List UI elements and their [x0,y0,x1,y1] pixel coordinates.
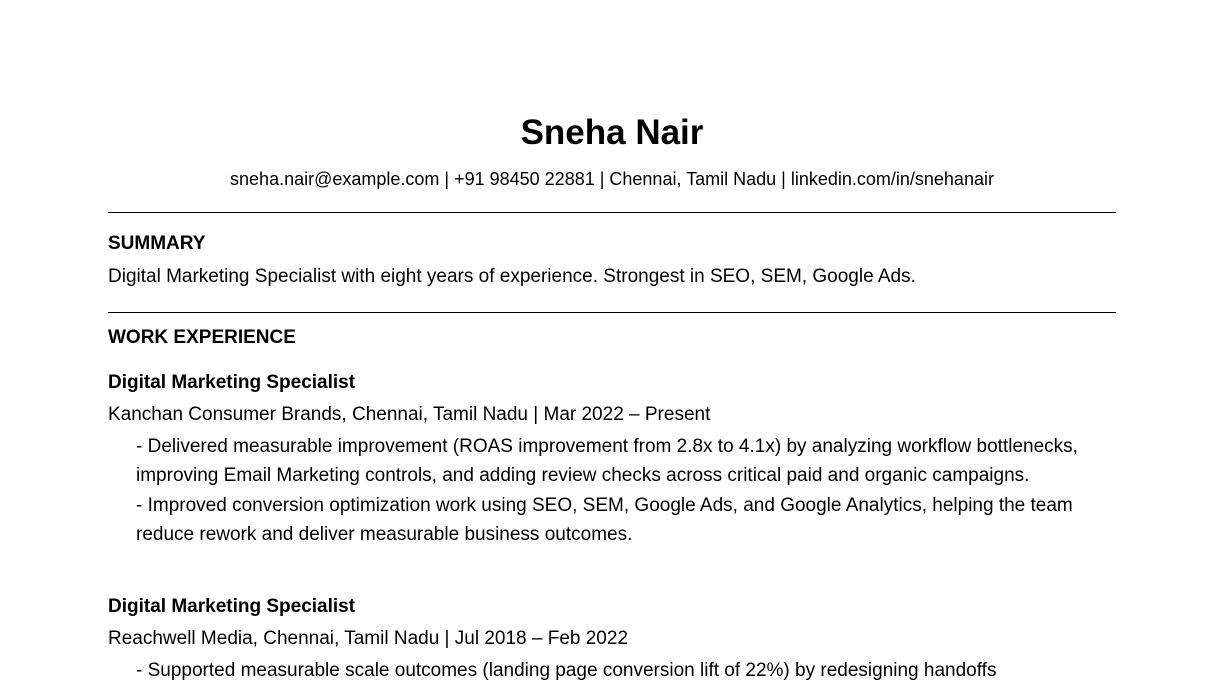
job-entry [108,596,1116,688]
summary-heading: SUMMARY [108,233,206,254]
job-meta: Reachwell Media, Chennai, Tamil Nadu | Jul 2018 – Feb 2022 [108,628,629,649]
divider [108,212,1116,213]
divider [108,312,1116,313]
resume-name: Sneha Nair [520,113,704,152]
job-title: Digital Marketing Specialist [108,372,356,393]
work-experience-heading: WORK EXPERIENCE [108,327,296,348]
summary-text: Digital Marketing Specialist with eight years of experience. Strongest in SEO, SEM, Google Ads. [108,266,916,287]
job-bullet: - Delivered measurable improvement (ROAS improvement from 2.8x to 4.1x) by analyzing workflow bottlenecks, improving Email Marketing controls, and adding review checks across critical paid and organic campaigns. [136,436,1078,486]
job-title: Digital Marketing Specialist [108,596,356,617]
contact-line: sneha.nair@example.com | +91 98450 22881 | Chennai, Tamil Nadu | linkedin.com/in/snehanair [230,169,994,189]
job-bullets [108,433,1096,549]
job-bullet: - Supported measurable scale outcomes (landing page conversion lift of 22%) by redesigning handoffs [136,660,997,681]
job-meta: Kanchan Consumer Brands, Chennai, Tamil Nadu | Mar 2022 – Present [108,404,711,425]
job-bullets [108,657,1096,686]
job-bullet: - Improved conversion optimization work using SEO, SEM, Google Ads, and Google Analytics, helping the team reduce rework and deliver measurable business outcomes. [136,495,1073,545]
job-entry [108,372,1116,551]
